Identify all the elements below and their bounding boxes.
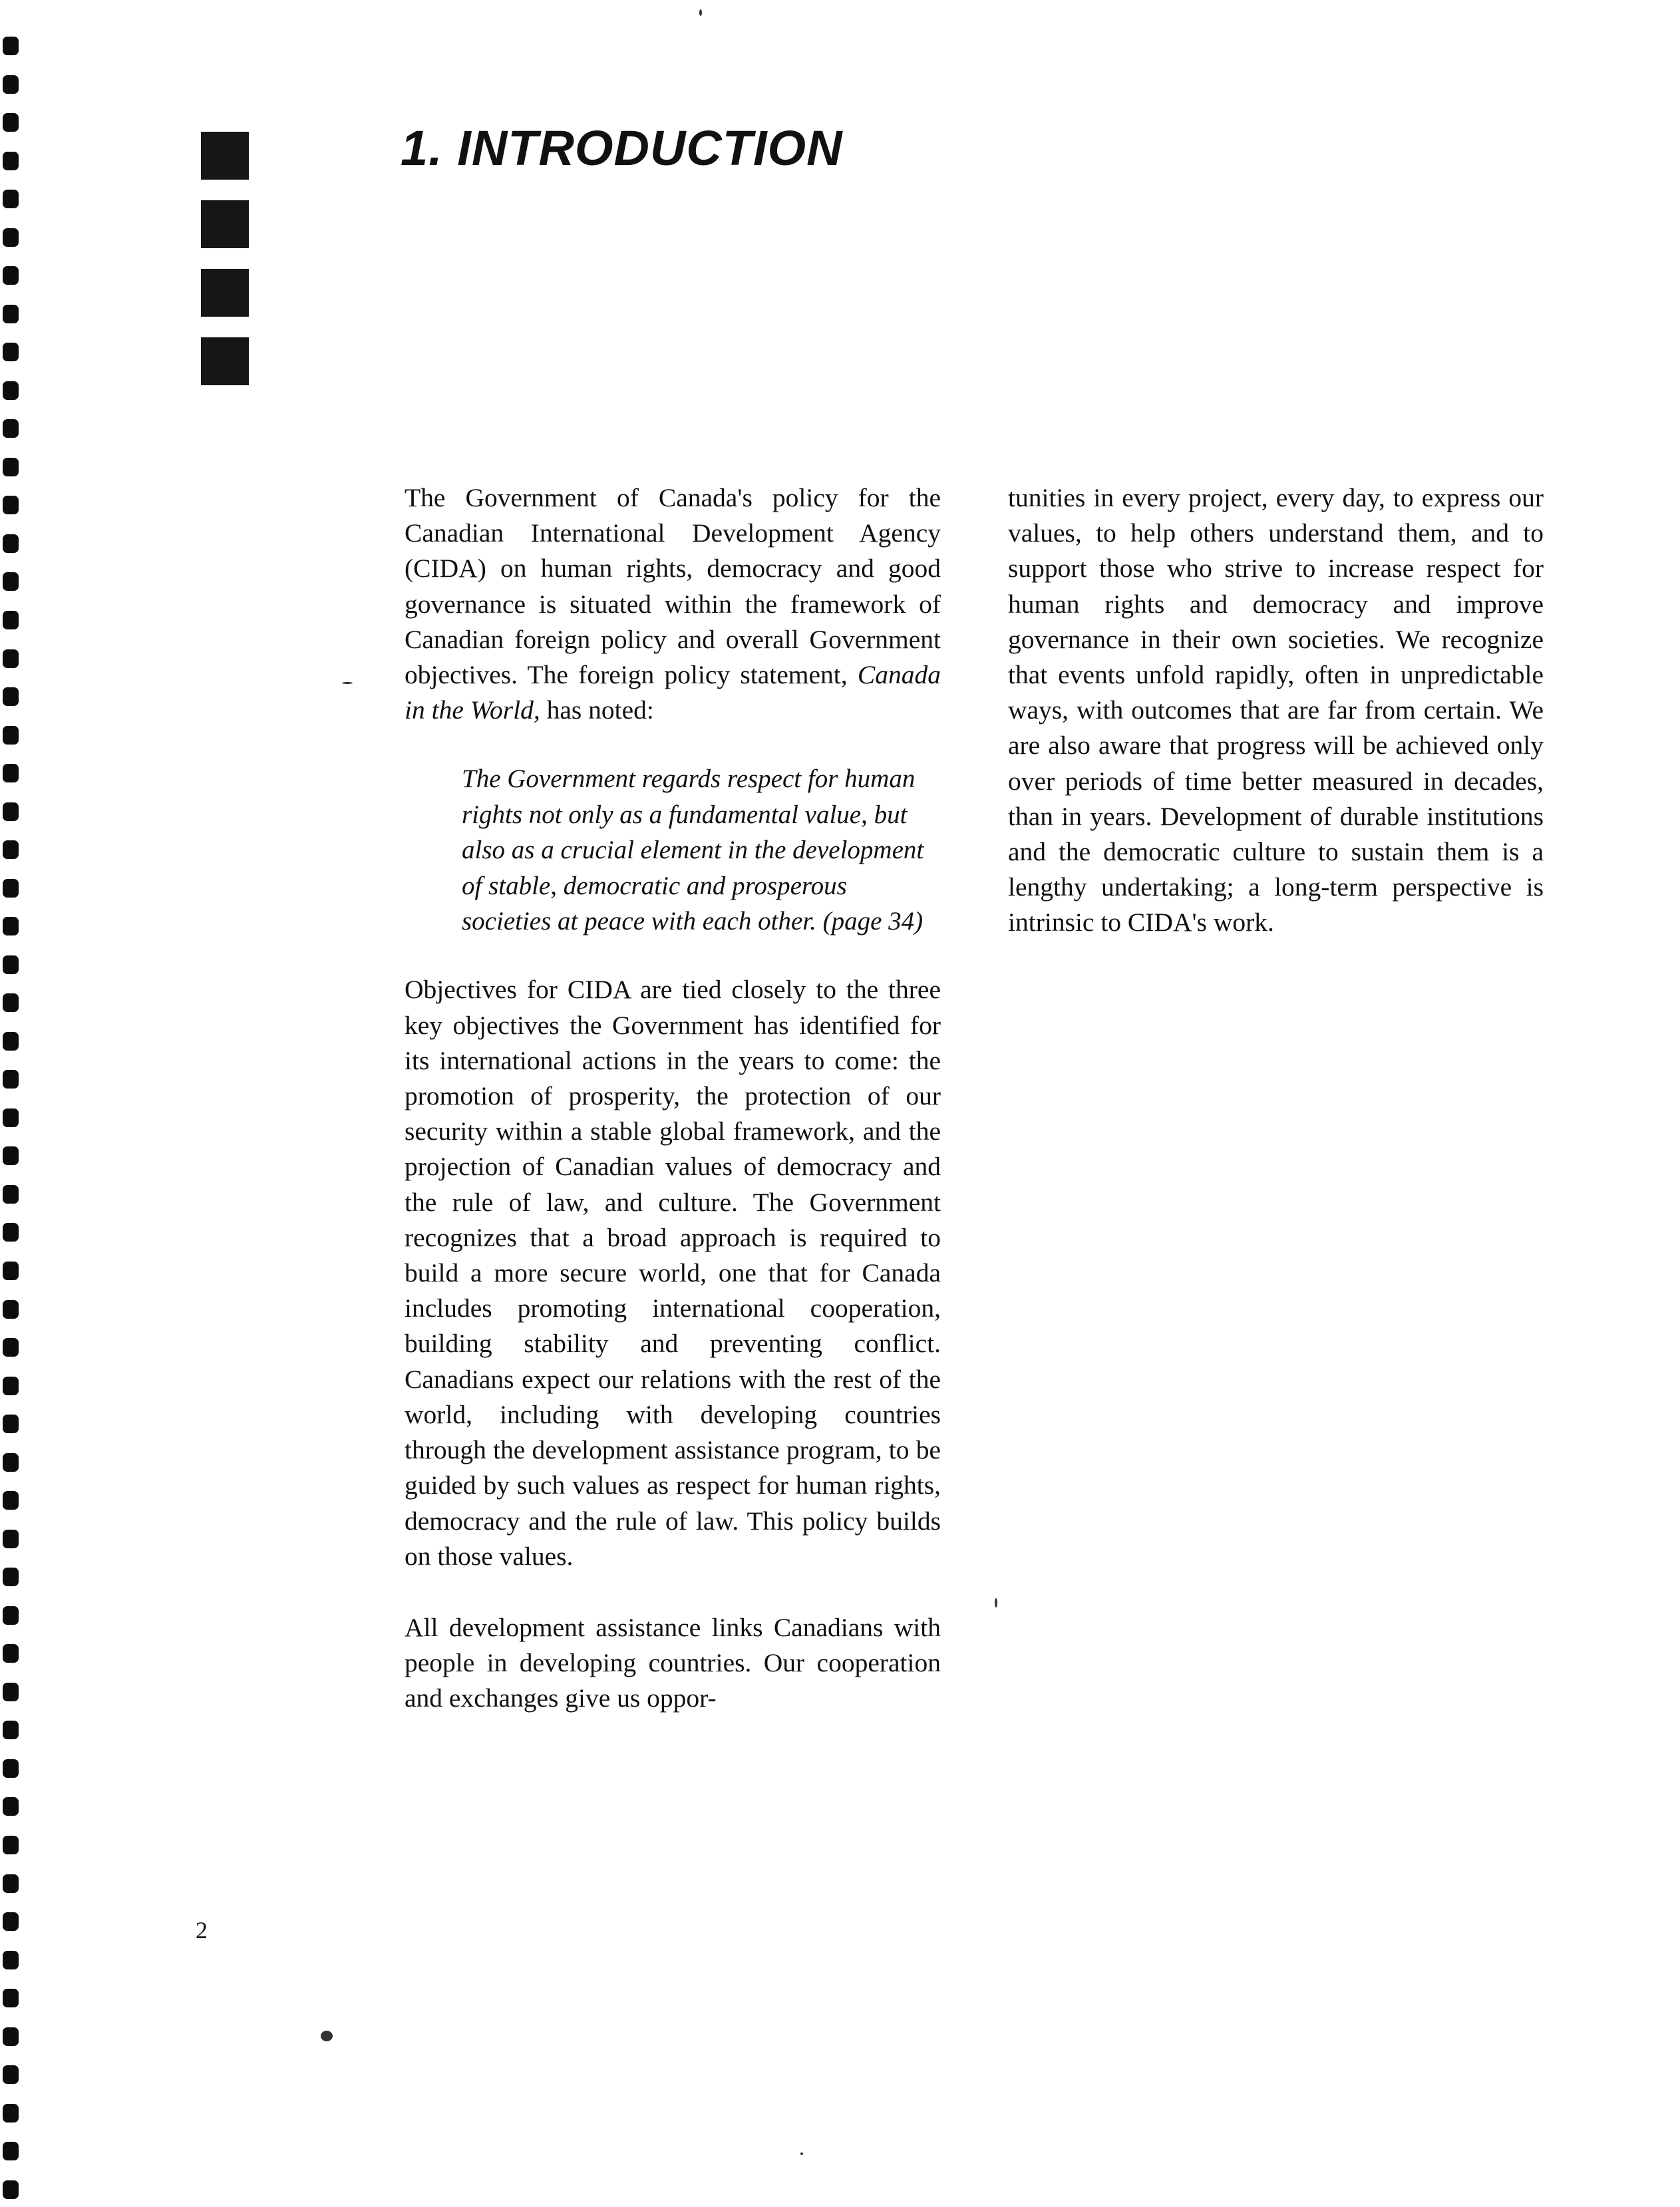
binding-hole xyxy=(3,419,19,438)
binding-hole xyxy=(3,687,19,706)
right-column xyxy=(1008,480,1544,941)
marker-block xyxy=(201,132,249,180)
binding-hole xyxy=(3,879,19,898)
binding-hole xyxy=(3,1108,19,1127)
quote-text: The Government regards respect for human rights not only as a fundamental value, but also as a crucial element in the development of stable, democratic and prosperous societies at peace with each other. xyxy=(462,764,924,936)
objectives-paragraph: Objectives for CIDA are tied closely to the three key objectives the Government has identified for its international actions in the years to come: the promotion of prosperity, the protection of our security within a stable global framework, and the projection of Canadian values of democracy and the rule of law, and culture. The Government recognizes that a broad approach is required to build a more secure world, one that for Canada includes promoting international cooperation, building stability and preventing conflict. Canadians expect our relations with the rest of the world, including with developing countries through the development assistance program, to be guided by such values as respect for human rights, democracy and the rule of law. This policy builds on those values. xyxy=(405,975,941,1571)
left-column xyxy=(405,480,941,1717)
scan-speck xyxy=(800,2152,803,2155)
binding-hole xyxy=(3,1223,19,1242)
binding-hole xyxy=(3,2027,19,2046)
binding-hole xyxy=(3,1912,19,1931)
binding-hole xyxy=(3,572,19,591)
continued-paragraph: tunities in every project, every day, to express our values, to help others understand them, and to support those who strive to increase respect for human rights and democracy and improve governance in their own societies. We recognize that events unfold rapidly, often in unpredictable ways, with outcomes that are far from certain. We are also aware that progress will be achieved only over periods of time better measured in decades, than in years. Development of durable institutions and the democratic culture to sustain them is a lengthy undertaking; a long-term perspective is intrinsic to CIDA's work. xyxy=(1008,483,1544,937)
binding-hole xyxy=(3,1836,19,1854)
marker-block xyxy=(201,337,249,385)
quote-reference: (page 34) xyxy=(822,907,924,936)
chapter-title: 1. INTRODUCTION xyxy=(401,120,843,176)
binding-hole xyxy=(3,1491,19,1510)
binding-hole xyxy=(3,496,19,514)
page-number: 2 xyxy=(196,1917,208,1944)
binding-hole xyxy=(3,1530,19,1548)
binding-hole xyxy=(3,649,19,668)
marker-block xyxy=(201,200,249,248)
binding-hole xyxy=(3,1262,19,1280)
assistance-paragraph: All development assistance links Canadians with people in developing countries. Our cooperation and exchanges give us oppor- xyxy=(405,1612,941,1713)
scan-speck xyxy=(342,682,353,684)
binding-hole xyxy=(3,266,19,285)
binding-hole xyxy=(3,1951,19,1969)
binding-hole xyxy=(3,802,19,821)
binding-hole xyxy=(3,1146,19,1165)
block-quote xyxy=(462,761,927,939)
binding-hole xyxy=(3,1032,19,1051)
binding-hole xyxy=(3,1874,19,1893)
binding-hole xyxy=(3,534,19,553)
binding-hole xyxy=(3,37,19,55)
binding-hole xyxy=(3,113,19,132)
document-citation: Canada in the World, xyxy=(405,660,941,725)
binding-hole xyxy=(3,75,19,94)
marker-block xyxy=(201,269,249,317)
binding-hole xyxy=(3,1377,19,1395)
binding-hole xyxy=(3,1568,19,1586)
binding-hole xyxy=(3,1759,19,1778)
binding-hole xyxy=(3,228,19,247)
binding-hole xyxy=(3,1415,19,1433)
binding-hole xyxy=(3,840,19,859)
binding-hole xyxy=(3,1070,19,1089)
binding-hole xyxy=(3,726,19,745)
binding-hole xyxy=(3,2180,19,2199)
scan-speck xyxy=(699,9,702,16)
binding-hole xyxy=(3,1683,19,1701)
scan-speck xyxy=(321,2031,333,2041)
binding-hole xyxy=(3,458,19,476)
binding-hole xyxy=(3,152,19,170)
binding-hole xyxy=(3,993,19,1012)
binding-hole xyxy=(3,1721,19,1739)
binding-hole xyxy=(3,1644,19,1663)
binding-hole xyxy=(3,955,19,974)
binding-hole xyxy=(3,1989,19,2007)
intro-text: The Government of Canada's policy for the Canadian International Development Agency (CIDA) on human rights, democracy and good governance is situated within the framework of Canadian foreign policy and overall Government objectives. The foreign policy statement, xyxy=(405,483,941,690)
binding-hole xyxy=(3,2065,19,2084)
binding-hole xyxy=(3,1606,19,1625)
intro-paragraph xyxy=(405,480,941,728)
scan-speck xyxy=(995,1598,997,1608)
binding-hole xyxy=(3,2142,19,2160)
binding-hole xyxy=(3,611,19,629)
binding-hole xyxy=(3,1300,19,1319)
intro-text-end: has noted: xyxy=(546,695,654,725)
binding-hole xyxy=(3,1338,19,1357)
binding-hole xyxy=(3,917,19,935)
binding-hole xyxy=(3,305,19,323)
binding-hole xyxy=(3,343,19,361)
spiral-binding xyxy=(3,37,20,2199)
binding-hole xyxy=(3,764,19,782)
binding-hole xyxy=(3,1185,19,1204)
binding-hole xyxy=(3,1453,19,1472)
binding-hole xyxy=(3,1797,19,1816)
binding-hole xyxy=(3,2104,19,2122)
binding-hole xyxy=(3,190,19,208)
section-markers xyxy=(201,132,249,406)
binding-hole xyxy=(3,381,19,400)
